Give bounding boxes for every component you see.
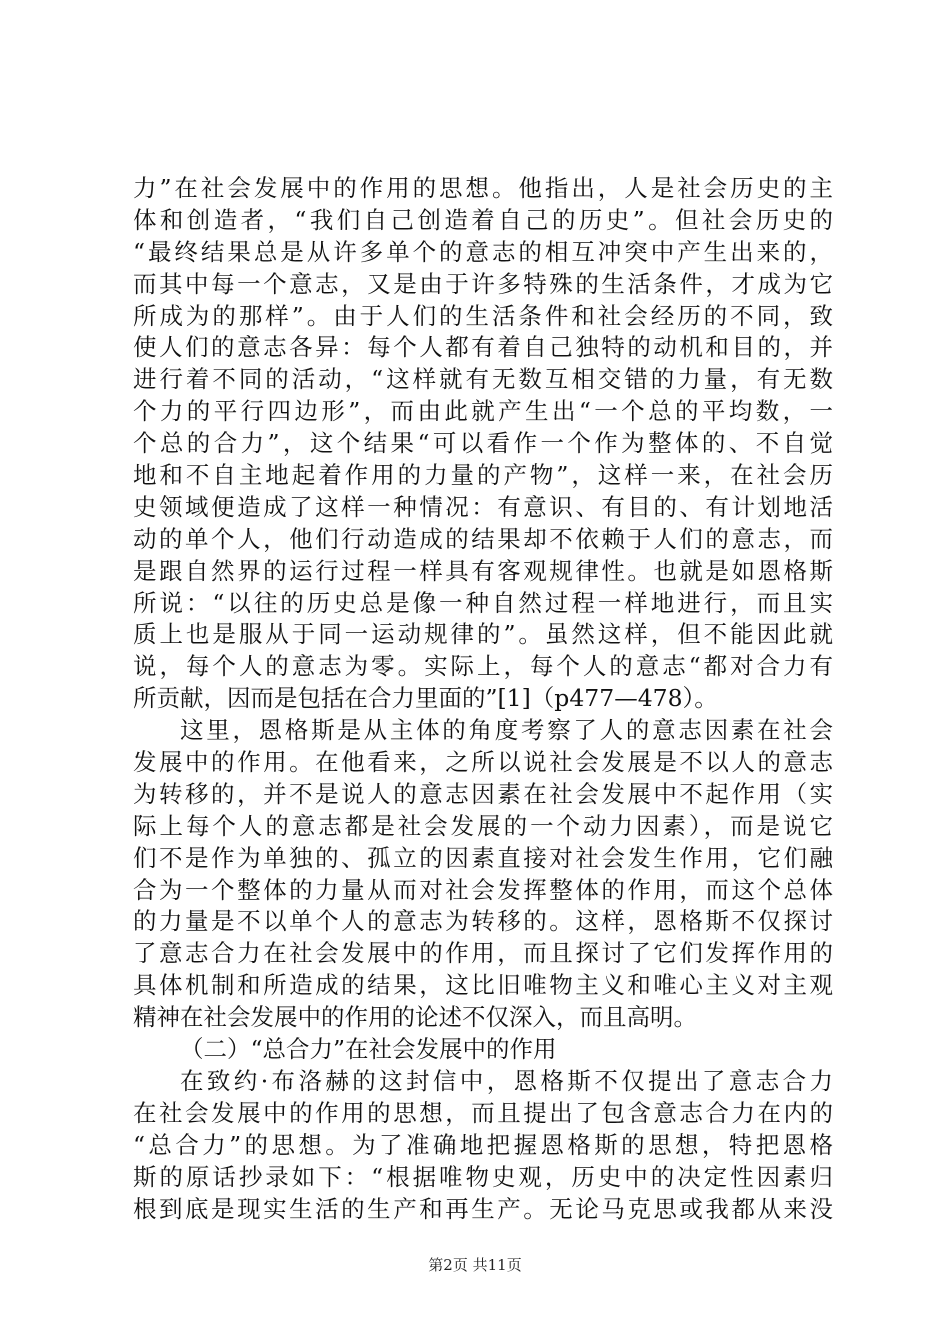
text-line: “总合力”的思想。为了准确地把握恩格斯的思想，特把恩格: [133, 1130, 833, 1159]
text-line: 在社会发展中的作用的思想，而且提出了包含意志合力在内的: [133, 1098, 833, 1127]
text-line: 个总的合力”，这个结果“可以看作一个作为整体的、不自觉: [133, 429, 833, 458]
text-line: 们不是作为单独的、孤立的因素直接对社会发生作用，它们融: [133, 843, 833, 872]
text-line: 际上每个人的意志都是社会发展的一个动力因素），而是说它: [133, 811, 833, 840]
text-line: 质上也是服从于同一运动规律的”。虽然这样，但不能因此就: [133, 620, 833, 649]
text-line: 力”在社会发展中的作用的思想。他指出，人是社会历史的主: [133, 174, 833, 202]
page-footer: 第2页 共11页: [428, 1256, 522, 1274]
text-line: 动的单个人，他们行动造成的结果却不依赖于人们的意志，而: [133, 524, 833, 553]
text-line: 为转移的，并不是说人的意志因素在社会发展中不起作用（实: [133, 779, 833, 808]
paragraph-first-line: 这里，恩格斯是从主体的角度考察了人的意志因素在社会: [180, 716, 833, 745]
text-line: 合为一个整体的力量从而对社会发挥整体的作用，而这个总体: [133, 875, 833, 904]
text-line: 所说：“以往的历史总是像一种自然过程一样地进行，而且实: [133, 588, 833, 617]
text-line: 而其中每一个意志，又是由于许多特殊的生活条件，才成为它: [133, 269, 833, 298]
text-line: 是跟自然界的运行过程一样具有客观规律性。也就是如恩格斯: [133, 556, 833, 585]
text-line: 根到底是现实生活的生产和再生产。无论马克思或我都从来没: [133, 1194, 833, 1223]
body-text: [133, 173, 833, 1225]
text-line: 发展中的作用。在他看来，之所以说社会发展是不以人的意志: [133, 748, 833, 777]
text-line: 体和创造者，“我们自己创造着自己的历史”。但社会历史的: [133, 205, 833, 234]
text-line: 的力量是不以单个人的意志为转移的。这样，恩格斯不仅探讨: [133, 907, 833, 936]
paragraph-end-line: 所贡献，因而是包括在合力里面的”[1]（p477—478）。: [133, 684, 718, 713]
section-heading: （二）“总合力”在社会发展中的作用: [180, 1035, 557, 1064]
text-line: 说，每个人的意志为零。实际上，每个人的意志“都对合力有: [133, 652, 833, 681]
text-line: 了意志合力在社会发展中的作用，而且探讨了它们发挥作用的: [133, 939, 833, 968]
text-line: 进行着不同的活动，“这样就有无数互相交错的力量，有无数: [133, 365, 833, 394]
text-line: 所成为的那样”。由于人们的生活条件和社会经历的不同，致: [133, 301, 833, 330]
text-line: 个力的平行四边形”，而由此就产生出“一个总的平均数，一: [133, 397, 833, 426]
text-line: 地和不自主地起着作用的力量的产物”，这样一来，在社会历: [133, 461, 833, 490]
paragraph-end-line: 精神在社会发展中的作用的论述不仅深入，而且高明。: [133, 1003, 697, 1032]
paragraph-first-line: 在致约·布洛赫的这封信中，恩格斯不仅提出了意志合力: [180, 1066, 833, 1095]
text-line: 史领域便造成了这样一种情况：有意识、有目的、有计划地活: [133, 492, 833, 521]
text-line: “最终结果总是从许多单个的意志的相互冲突中产生出来的，: [133, 237, 833, 266]
text-line: 斯的原话抄录如下：“根据唯物史观，历史中的决定性因素归: [133, 1162, 833, 1191]
text-line: 使人们的意志各异：每个人都有着自己独特的动机和目的，并: [133, 333, 833, 362]
text-line: 具体机制和所造成的结果，这比旧唯物主义和唯心主义对主观: [133, 971, 833, 1000]
